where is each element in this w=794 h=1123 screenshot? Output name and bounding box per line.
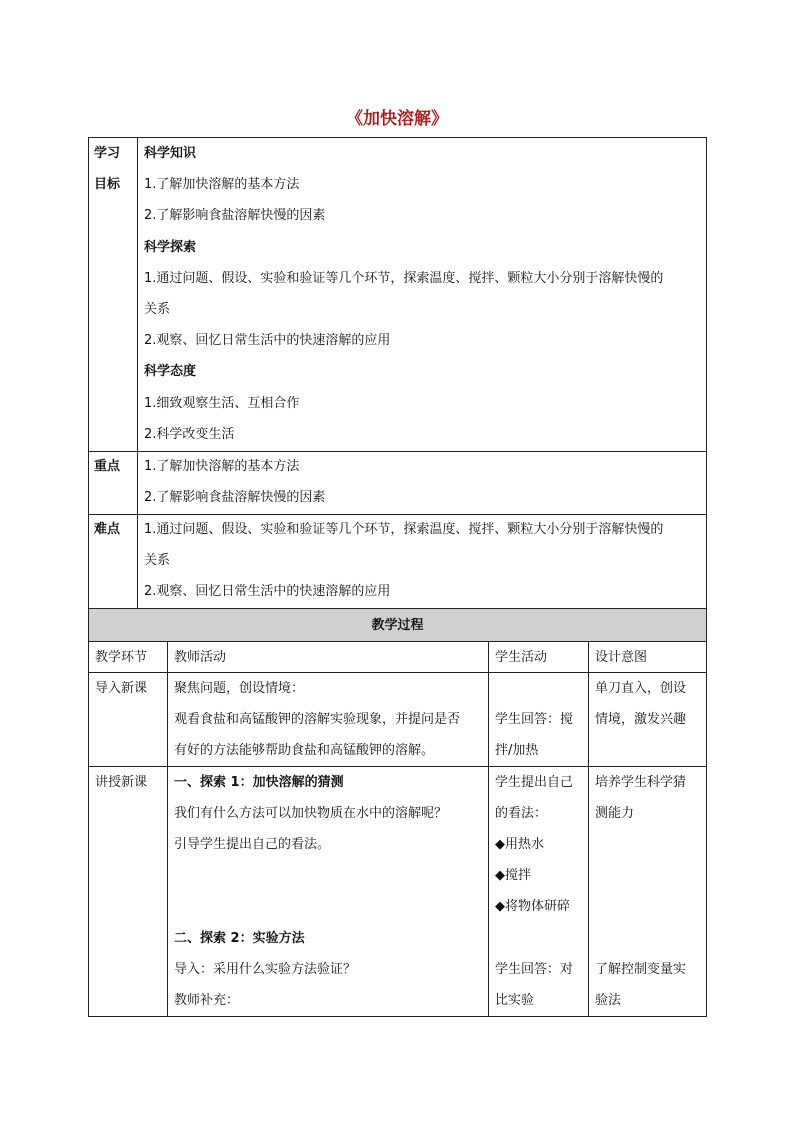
objective-heading: 科学态度: [144, 364, 197, 379]
stage-cell: 讲授新课: [95, 775, 148, 790]
student-activity-line: 学生回答：对: [495, 962, 574, 977]
teacher-activity-line: 教师补充：: [174, 993, 240, 1008]
difficulties-label: 难点: [94, 522, 121, 537]
objective-line: 2.观察、回忆日常生活中的快速溶解的应用: [144, 333, 391, 348]
teacher-activity-heading: 二、探索 2：实验方法: [174, 931, 305, 946]
student-activity-bullet: ◆用热水: [495, 837, 544, 852]
key-point-line: 1.了解加快溶解的基本方法: [144, 459, 300, 474]
student-activity-line: 的看法：: [495, 806, 548, 821]
column-divider: [167, 641, 168, 1017]
column-header-student: 学生活动: [495, 650, 548, 665]
objective-heading: 科学探索: [144, 240, 197, 255]
objective-line: 1.细致观察生活、互相合作: [144, 396, 300, 411]
student-activity-bullet: ◆搅拌: [495, 868, 531, 883]
teacher-activity-line: 有好的方法能够帮助食盐和高锰酸钾的溶解。: [174, 743, 435, 758]
teacher-activity-line: 我们有什么方法可以加快物质在水中的溶解呢？: [174, 806, 448, 821]
column-header-stage: 教学环节: [95, 650, 148, 665]
design-intent-line: 测能力: [595, 806, 635, 821]
design-intent-line: 培养学生科学猜: [595, 775, 687, 790]
label-column-divider: [137, 137, 138, 609]
teacher-activity-line: 导入：采用什么实验方法验证？: [174, 962, 357, 977]
design-intent-line: 情境，激发兴趣: [595, 712, 687, 727]
teacher-activity-line: 观看食盐和高锰酸钾的溶解实验现象，并提问是否: [174, 712, 461, 727]
student-activity-bullet: ◆将物体研碎: [495, 899, 570, 914]
page-title: 《加快溶解》: [346, 109, 448, 129]
student-activity-line: 学生提出自己: [495, 775, 574, 790]
column-header-intent: 设计意图: [595, 650, 648, 665]
objective-line: 1.了解加快溶解的基本方法: [144, 177, 300, 192]
design-intent-line: 了解控制变量实: [595, 962, 687, 977]
column-divider: [588, 641, 589, 1017]
column-header-teacher: 教师活动: [174, 650, 227, 665]
objective-heading: 科学知识: [144, 146, 197, 161]
design-intent-line: 单刀直入，创设: [595, 681, 687, 696]
stage-cell: 导入新课: [95, 681, 148, 696]
objective-line: 1.通过问题、假设、实验和验证等几个环节，探索温度、搅拌、颗粒大小分别于溶解快慢的: [144, 271, 664, 286]
key-points-label: 重点: [94, 459, 121, 474]
key-point-line: 2.了解影响食盐溶解快慢的因素: [144, 490, 326, 505]
student-activity-line: 比实验: [495, 993, 535, 1008]
difficulty-line: 关系: [144, 553, 171, 568]
objective-line: 2.科学改变生活: [144, 427, 235, 442]
student-activity-line: 拌/加热: [495, 743, 539, 758]
teacher-activity-line: 聚焦问题，创设情境：: [174, 681, 305, 696]
objective-line: 关系: [144, 302, 171, 317]
objectives-label-1: 学习: [94, 146, 121, 161]
objective-line: 2.了解影响食盐溶解快慢的因素: [144, 208, 326, 223]
design-intent-line: 验法: [595, 993, 622, 1008]
teacher-activity-line: 引导学生提出自己的看法。: [174, 837, 331, 852]
teacher-activity-heading: 一、探索 1：加快溶解的猜测: [174, 775, 344, 790]
student-activity-line: 学生回答：搅: [495, 712, 574, 727]
difficulty-line: 2.观察、回忆日常生活中的快速溶解的应用: [144, 584, 391, 599]
objectives-label-2: 目标: [94, 177, 121, 192]
column-divider: [488, 641, 489, 1017]
process-header: 教学过程: [371, 618, 424, 633]
difficulty-line: 1.通过问题、假设、实验和验证等几个环节，探索温度、搅拌、颗粒大小分别于溶解快慢的: [144, 522, 664, 537]
